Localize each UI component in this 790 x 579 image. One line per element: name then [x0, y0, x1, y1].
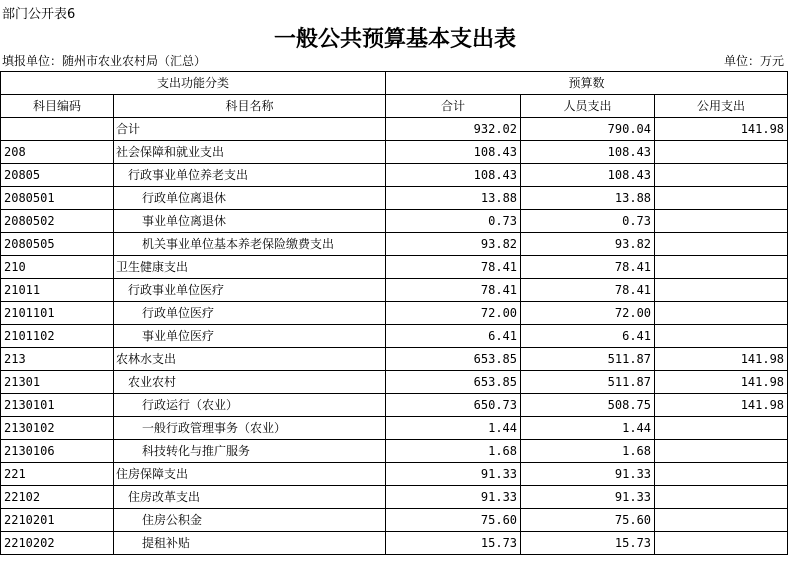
table-row	[1, 371, 788, 394]
table-row	[1, 279, 788, 302]
cell-public: 141.98	[655, 371, 788, 394]
cell-total: 650.73	[386, 394, 521, 417]
cell-public	[655, 141, 788, 164]
cell-name: 提租补贴	[114, 532, 386, 555]
cell-total: 78.41	[386, 256, 521, 279]
cell-total: 1.44	[386, 417, 521, 440]
cell-personnel: 108.43	[521, 141, 655, 164]
cell-code: 2210201	[1, 509, 114, 532]
cell-name: 事业单位离退休	[114, 210, 386, 233]
table-body	[1, 118, 788, 555]
cell-name: 住房公积金	[114, 509, 386, 532]
cell-personnel: 0.73	[521, 210, 655, 233]
cell-code: 21301	[1, 371, 114, 394]
cell-public: 141.98	[655, 394, 788, 417]
cell-name: 行政事业单位医疗	[114, 279, 386, 302]
table-row	[1, 486, 788, 509]
cell-total: 108.43	[386, 141, 521, 164]
cell-public	[655, 187, 788, 210]
cell-total: 15.73	[386, 532, 521, 555]
cell-public: 141.98	[655, 348, 788, 371]
cell-code	[1, 118, 114, 141]
cell-total: 653.85	[386, 371, 521, 394]
cell-personnel: 78.41	[521, 279, 655, 302]
cell-public	[655, 164, 788, 187]
header-public: 公用支出	[655, 95, 788, 118]
cell-total: 1.68	[386, 440, 521, 463]
cell-code: 210	[1, 256, 114, 279]
cell-personnel: 511.87	[521, 348, 655, 371]
cell-total: 653.85	[386, 348, 521, 371]
table-row	[1, 256, 788, 279]
cell-name: 一般行政管理事务（农业）	[114, 417, 386, 440]
cell-personnel: 108.43	[521, 164, 655, 187]
cell-total: 75.60	[386, 509, 521, 532]
page-title: 一般公共预算基本支出表	[273, 26, 516, 52]
cell-name: 住房保障支出	[114, 463, 386, 486]
table-row	[1, 302, 788, 325]
cell-name: 住房改革支出	[114, 486, 386, 509]
cell-code: 20805	[1, 164, 114, 187]
header-personnel: 人员支出	[521, 95, 655, 118]
table-row	[1, 325, 788, 348]
table-row	[1, 440, 788, 463]
header-budget-amount: 预算数	[386, 72, 788, 95]
cell-code: 2130102	[1, 417, 114, 440]
table-row	[1, 187, 788, 210]
cell-personnel: 91.33	[521, 463, 655, 486]
header-function-classification: 支出功能分类	[1, 72, 386, 95]
cell-total: 932.02	[386, 118, 521, 141]
cell-personnel: 93.82	[521, 233, 655, 256]
currency-unit: 单位：万元	[723, 54, 784, 68]
table-row	[1, 141, 788, 164]
cell-public	[655, 325, 788, 348]
cell-personnel: 75.60	[521, 509, 655, 532]
cell-code: 213	[1, 348, 114, 371]
cell-code: 2101102	[1, 325, 114, 348]
cell-name: 卫生健康支出	[114, 256, 386, 279]
cell-total: 93.82	[386, 233, 521, 256]
cell-public	[655, 417, 788, 440]
cell-code: 208	[1, 141, 114, 164]
cell-personnel: 1.44	[521, 417, 655, 440]
cell-code: 2130101	[1, 394, 114, 417]
table-row	[1, 210, 788, 233]
cell-total: 0.73	[386, 210, 521, 233]
table-row	[1, 463, 788, 486]
cell-public	[655, 486, 788, 509]
cell-name: 农业农村	[114, 371, 386, 394]
header-code: 科目编码	[1, 95, 114, 118]
cell-total: 78.41	[386, 279, 521, 302]
cell-public	[655, 302, 788, 325]
cell-name: 机关事业单位基本养老保险缴费支出	[114, 233, 386, 256]
cell-total: 6.41	[386, 325, 521, 348]
cell-personnel: 1.68	[521, 440, 655, 463]
budget-table	[0, 71, 788, 555]
cell-name: 农林水支出	[114, 348, 386, 371]
cell-name: 社会保障和就业支出	[114, 141, 386, 164]
cell-public	[655, 509, 788, 532]
cell-code: 2080501	[1, 187, 114, 210]
table-row	[1, 509, 788, 532]
cell-public	[655, 532, 788, 555]
table-row	[1, 532, 788, 555]
cell-name: 行政单位医疗	[114, 302, 386, 325]
cell-personnel: 790.04	[521, 118, 655, 141]
table-row	[1, 394, 788, 417]
cell-code: 21011	[1, 279, 114, 302]
cell-personnel: 13.88	[521, 187, 655, 210]
cell-total: 91.33	[386, 486, 521, 509]
document-label: 部门公开表6	[2, 7, 76, 22]
cell-name: 合计	[114, 118, 386, 141]
cell-personnel: 78.41	[521, 256, 655, 279]
table-row	[1, 164, 788, 187]
table-row	[1, 417, 788, 440]
cell-name: 行政单位离退休	[114, 187, 386, 210]
table-row	[1, 348, 788, 371]
cell-total: 72.00	[386, 302, 521, 325]
table-row	[1, 233, 788, 256]
cell-public	[655, 440, 788, 463]
table-row	[1, 118, 788, 141]
header-total: 合计	[386, 95, 521, 118]
cell-code: 2210202	[1, 532, 114, 555]
cell-personnel: 91.33	[521, 486, 655, 509]
cell-personnel: 511.87	[521, 371, 655, 394]
cell-code: 2080502	[1, 210, 114, 233]
reporting-unit: 填报单位：随州市农业农村局（汇总）	[2, 54, 207, 68]
cell-public	[655, 279, 788, 302]
cell-code: 221	[1, 463, 114, 486]
cell-code: 22102	[1, 486, 114, 509]
cell-personnel: 508.75	[521, 394, 655, 417]
cell-public	[655, 256, 788, 279]
cell-total: 108.43	[386, 164, 521, 187]
cell-code: 2101101	[1, 302, 114, 325]
cell-personnel: 6.41	[521, 325, 655, 348]
cell-public	[655, 463, 788, 486]
cell-code: 2080505	[1, 233, 114, 256]
cell-public	[655, 210, 788, 233]
cell-name: 事业单位医疗	[114, 325, 386, 348]
cell-total: 91.33	[386, 463, 521, 486]
cell-personnel: 72.00	[521, 302, 655, 325]
cell-name: 行政运行（农业）	[114, 394, 386, 417]
cell-public	[655, 233, 788, 256]
cell-name: 行政事业单位养老支出	[114, 164, 386, 187]
cell-public: 141.98	[655, 118, 788, 141]
cell-total: 13.88	[386, 187, 521, 210]
cell-name: 科技转化与推广服务	[114, 440, 386, 463]
cell-code: 2130106	[1, 440, 114, 463]
header-name: 科目名称	[114, 95, 386, 118]
cell-personnel: 15.73	[521, 532, 655, 555]
